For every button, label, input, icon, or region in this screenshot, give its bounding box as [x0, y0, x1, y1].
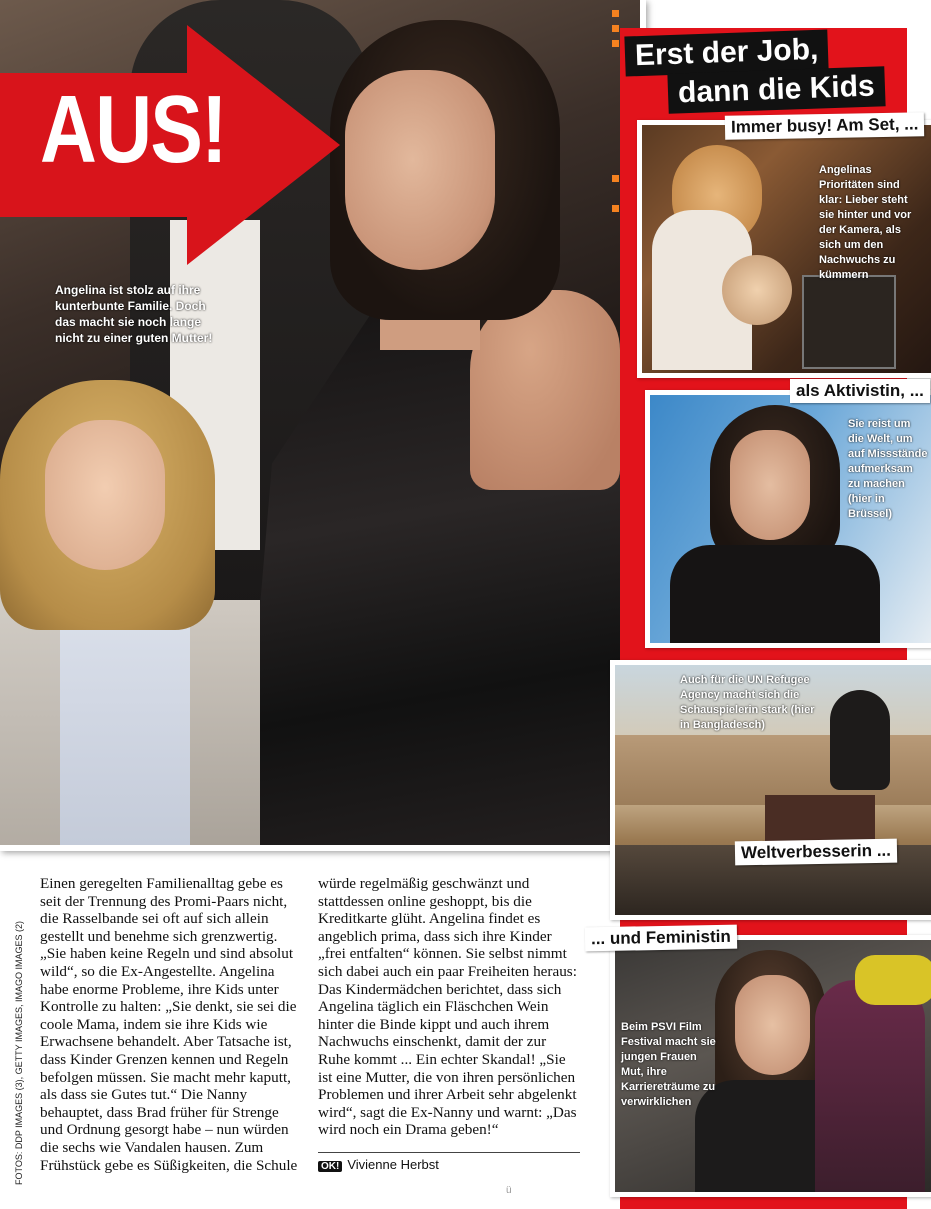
orange-dot-icon [612, 25, 619, 32]
speaker [830, 690, 890, 790]
audience-member [815, 980, 925, 1192]
sidebar-headline-line2: dann die Kids [667, 66, 885, 114]
crew-member [722, 255, 792, 325]
main-photo [0, 0, 646, 851]
panel1-caption: Angelinas Prioritäten sind klar: Lieber steht sie hinter und vor der Kamera, als sich um den Nachwuchs zu kümmern [819, 164, 912, 281]
sidebar-photo-refugee [610, 660, 931, 920]
sidebar-photo-set [637, 120, 931, 378]
camera-equipment [802, 275, 896, 369]
sidebar-photo-feminist [610, 935, 931, 1197]
orange-dot-icon [612, 205, 619, 212]
photo-credit: FOTOS: DDP IMAGES (3), GETTY IMAGES, IMAGO IMAGES (2) [14, 920, 24, 1185]
page-mark: ü [506, 1185, 512, 1196]
shoulder [470, 290, 620, 490]
article-column-1: Einen geregelten Familienalltag gebe es seit der Trennung des Promi-Paars nicht, die Rasselbande sei oft auf sich allein gestellt und benehme sich grenzwertig. „Sie haben keine Regeln und sind absolut wild“, so die Ex-Angestellte. Angelina habe enorme Probleme, ihre Kids unter Kontrolle zu halten: „Sie denkt, sie sei die coole Mama, indem sie ihre Kids wie Erwachsene behandelt. Aber Tatsache ist, dass Kinder Grenzen kennen und Regeln befolgen müssen. Sie macht mehr kaputt, als dass sie Gutes tut.“ Die Nanny behauptet, dass Brad früher für Strenge und Ordnung gesorgt habe – nun würden die sechs wie Vandalen hausen. Zum Frühstück gebe es Süßigkeiten, die Schule [40, 875, 298, 1174]
panel4-tag: ... und Feministin [585, 925, 737, 952]
panel2-tag: als Aktivistin, ... [790, 379, 930, 403]
panel3-caption: Auch für die UN Refugee Agency macht sich die Schauspielerin stark (hier in Bangladesch) [680, 674, 815, 731]
orange-dot-icon [612, 40, 619, 47]
face [730, 430, 810, 540]
main-photo-caption: Angelina ist stolz auf ihre kunterbunte Familie. Doch das macht sie noch lange nicht zu einer guten Mutter! [55, 283, 213, 345]
author-line [318, 1157, 439, 1172]
black-top [670, 545, 880, 645]
panel4-caption: Beim PSVI Film Festival macht sie jungen Frauen Mut, ihre Karriereträume zu verwirklichen [621, 1021, 716, 1108]
ok-logo-icon: OK! [318, 1161, 342, 1172]
orange-dot-icon [612, 10, 619, 17]
sidebar-headline-line1: Erst der Job, [624, 29, 829, 76]
author-divider [318, 1152, 580, 1153]
face [345, 70, 495, 270]
face [735, 975, 810, 1075]
panel2-caption: Sie reist um die Welt, um auf Missstände aufmerksam zu machen (hier in Brüssel) [848, 418, 928, 520]
stamp-headline: AUS! [40, 76, 226, 183]
panel1-tag: Immer busy! Am Set, ... [725, 112, 925, 139]
panel3-tag: Weltverbesserin ... [735, 839, 897, 866]
child-face [45, 420, 165, 570]
orange-dot-icon [612, 175, 619, 182]
child-blazer-right [190, 600, 260, 845]
sidebar-photo-activist [645, 390, 931, 648]
article-column-2: würde regelmäßig geschwänzt und stattdessen online geshoppt, bis die Kreditkarte glüht. Angelina findet es angeblich prima, dass sich ihre Kinder „frei entfalten“ können. Sie selbst nimmt sich dabei auch ein paar Freiheiten heraus: Das Kindermädchen berichtet, dass sich Angelina täglich ein Fläschchen Wein hinter die Binde kippt und auch ihrem Nachwuchs einschenkt, damit der zur Ruhe kommt ... Ein echter Skandal! „Sie ist eine Mutter, die von ihren persönlichen Problemen und ihrer Arbeit sehr abgelenkt wird“, sagt die Ex-Nanny und warnt: „Das wird noch ein Drama geben!“ [318, 875, 577, 1139]
yellow-cushion [855, 955, 931, 1005]
author-name: Vivienne Herbst [347, 1157, 439, 1172]
